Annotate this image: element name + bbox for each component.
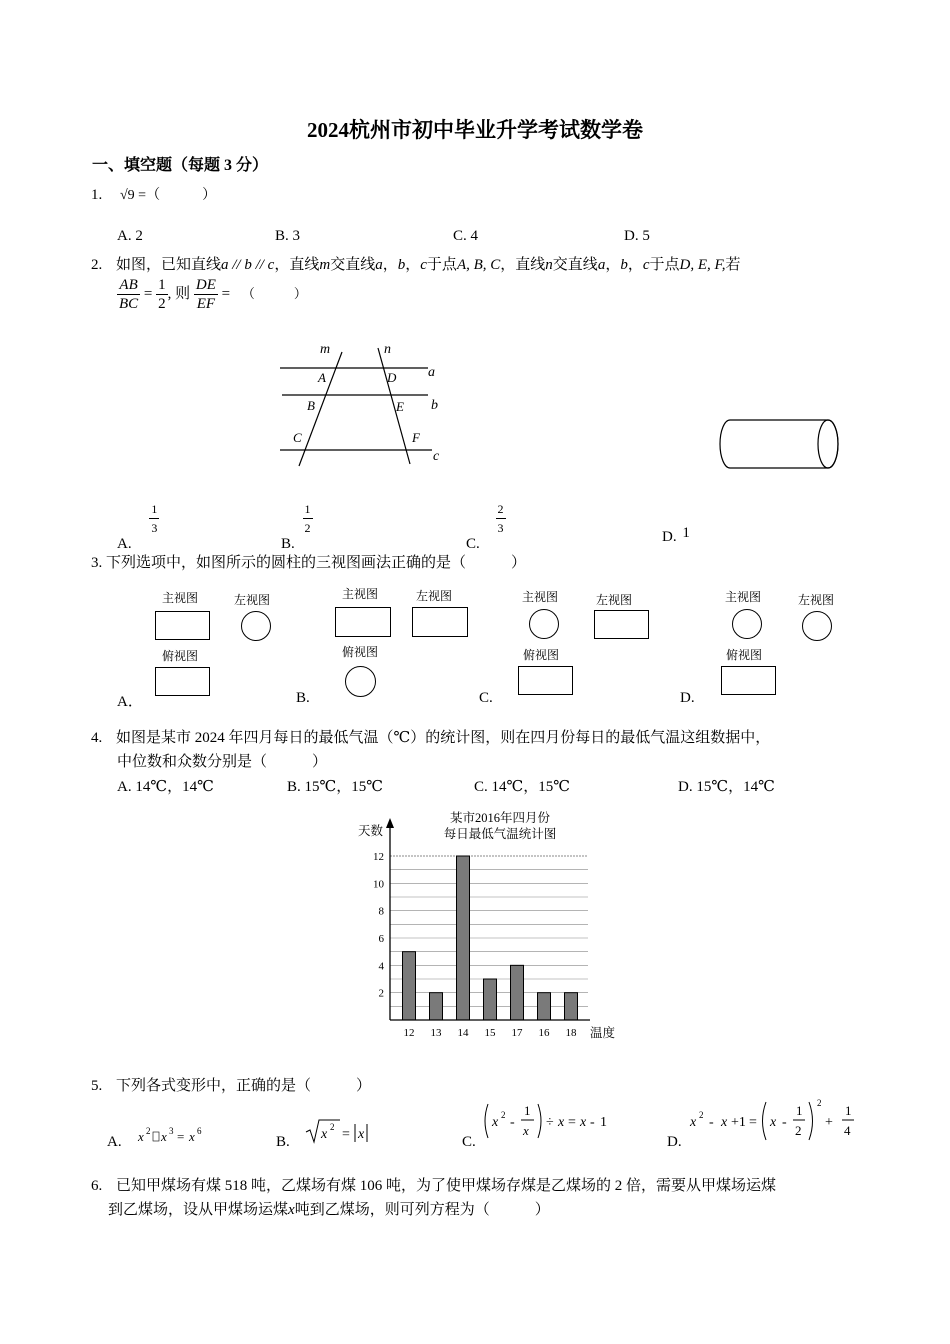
left-view-rect bbox=[412, 607, 468, 637]
left-view-circle bbox=[802, 611, 832, 641]
svg-text:4: 4 bbox=[844, 1123, 851, 1138]
svg-text:x: x bbox=[690, 1115, 697, 1130]
option-c-label: C. bbox=[479, 690, 493, 706]
svg-text:x: x bbox=[189, 1129, 195, 1144]
question-text: a bbox=[597, 257, 606, 273]
question-text: 下列各式变形中，正确的是（ ） bbox=[116, 1078, 372, 1094]
question-text: m bbox=[319, 257, 331, 273]
question-text: c bbox=[642, 257, 650, 273]
question-text: A, B, C bbox=[456, 257, 501, 273]
svg-text:x: x bbox=[580, 1115, 587, 1130]
question-1 bbox=[91, 184, 216, 204]
svg-text:6: 6 bbox=[197, 1126, 202, 1136]
left-view-rect bbox=[594, 610, 649, 639]
svg-text:1: 1 bbox=[845, 1103, 852, 1118]
left-view-label: 左视图 bbox=[596, 593, 633, 607]
left-view-label: 左视图 bbox=[234, 593, 271, 607]
question-3: 3. 下列选项中，如图所示的圆柱的三视图画法正确的是（ ） bbox=[91, 555, 527, 571]
cylinder-figure bbox=[718, 416, 844, 474]
question-4 bbox=[91, 726, 770, 747]
question-5 bbox=[91, 1074, 371, 1095]
svg-text:1: 1 bbox=[600, 1115, 607, 1130]
question-number: 4. bbox=[91, 730, 103, 746]
top-view-rect bbox=[721, 666, 776, 695]
option-d: D. 1 bbox=[662, 525, 690, 545]
x-tick-label: 17 bbox=[511, 1027, 523, 1039]
label-c: c bbox=[433, 449, 440, 464]
svg-text:x: x bbox=[558, 1115, 565, 1130]
top-view-rect bbox=[155, 667, 210, 696]
bar bbox=[430, 993, 443, 1020]
front-view-label: 主视图 bbox=[522, 590, 559, 604]
option-a-label: A. bbox=[107, 1134, 122, 1150]
bar bbox=[484, 979, 497, 1020]
option-c-label: C. bbox=[462, 1134, 476, 1150]
svg-text:x: x bbox=[161, 1129, 167, 1144]
y-axis-label: 天数 bbox=[358, 824, 384, 838]
question-text: 如图是某市 2024 年四月每日的最低气温（℃）的统计图，则在四月份每日的最低气温这组数据中， bbox=[116, 730, 771, 746]
option-d-label: D. bbox=[667, 1134, 682, 1150]
svg-text:1: 1 bbox=[796, 1103, 803, 1118]
bar bbox=[538, 993, 551, 1020]
svg-text:1: 1 bbox=[524, 1103, 531, 1118]
question-expression: √9 =（ ） bbox=[120, 188, 217, 203]
question-text: b bbox=[620, 257, 628, 273]
option-c: C. 4 bbox=[453, 228, 479, 244]
bar bbox=[403, 952, 416, 1020]
bar bbox=[565, 993, 578, 1020]
option-b: B. 3 bbox=[275, 228, 301, 244]
top-view-label: 俯视图 bbox=[726, 648, 763, 662]
question-number: 1. bbox=[91, 187, 103, 203]
chart-title: 某市2016年四月份 bbox=[449, 811, 551, 825]
front-view-label: 主视图 bbox=[162, 591, 199, 605]
option-c: C. $\frac{2}{3}$ bbox=[466, 502, 504, 552]
question-text: 已知甲煤场有煤 518 吨，乙煤场有煤 106 吨，为了使甲煤场存煤是乙煤场的 2 倍，需要从甲煤场运煤 bbox=[116, 1178, 777, 1194]
option-b-label: B. bbox=[296, 690, 310, 706]
option-c: C. 14℃，15℃ bbox=[474, 779, 571, 795]
fraction: $\frac{1}{2}$ bbox=[158, 277, 166, 312]
label-n: n bbox=[384, 342, 391, 357]
question-text: a // b // c bbox=[221, 257, 275, 273]
label-b: b bbox=[431, 398, 438, 413]
option-a: A. 2 bbox=[117, 228, 143, 244]
option-b-label: B. bbox=[276, 1134, 290, 1150]
question-2-condition: $\frac{AB}{BC}$ = $\frac{1}{2}$ , 则 $\frac{DE}{EF}$ = （ ） bbox=[119, 277, 307, 312]
left-view-circle bbox=[241, 611, 271, 641]
svg-text:-: - bbox=[709, 1115, 714, 1130]
bar bbox=[511, 965, 524, 1020]
question-text: b bbox=[397, 257, 406, 273]
x-tick-label: 15 bbox=[484, 1027, 496, 1039]
fraction: $\frac{DE}{EF}$ bbox=[195, 277, 216, 312]
y-tick-label: 10 bbox=[373, 878, 384, 891]
point-a: A bbox=[318, 370, 326, 385]
point-d: D bbox=[387, 370, 397, 385]
svg-text:-: - bbox=[510, 1115, 515, 1130]
question-text: ， bbox=[405, 257, 421, 273]
svg-text:x: x bbox=[321, 1127, 328, 1142]
point-c: C bbox=[293, 430, 302, 445]
svg-text:2: 2 bbox=[795, 1123, 802, 1138]
svg-text:-: - bbox=[782, 1115, 787, 1130]
x-tick-label: 16 bbox=[538, 1027, 550, 1039]
question-text: ， bbox=[627, 257, 643, 273]
fraction: $\frac{AB}{BC}$ bbox=[119, 277, 139, 312]
question-text: 交直线 bbox=[330, 257, 376, 273]
top-view-circle bbox=[345, 666, 376, 697]
top-view-label: 俯视图 bbox=[342, 645, 379, 659]
svg-text:÷: ÷ bbox=[546, 1115, 554, 1130]
question-text: D, E, F, bbox=[679, 257, 726, 273]
svg-text:2: 2 bbox=[501, 1110, 506, 1120]
point-e: E bbox=[396, 399, 404, 414]
question-text: ，直线 bbox=[274, 257, 320, 273]
chart-subtitle: 每日最低气温统计图 bbox=[443, 827, 557, 841]
svg-text:+: + bbox=[825, 1115, 833, 1130]
front-view-rect bbox=[335, 607, 391, 637]
svg-text:3: 3 bbox=[169, 1126, 174, 1136]
label-m: m bbox=[320, 342, 331, 357]
parallel-lines-diagram bbox=[270, 338, 460, 468]
option-d-label: D. bbox=[680, 690, 695, 706]
option-b: B. 15℃，15℃ bbox=[287, 779, 384, 795]
option-c-formula bbox=[482, 1100, 622, 1146]
point-b: B bbox=[307, 398, 315, 413]
svg-text:x: x bbox=[492, 1115, 499, 1130]
point-f: F bbox=[412, 430, 420, 445]
y-tick-label: 12 bbox=[373, 851, 384, 863]
question-text: ， bbox=[382, 257, 398, 273]
left-view-label: 左视图 bbox=[416, 589, 453, 603]
x-tick-label: 14 bbox=[457, 1027, 469, 1039]
option-a-formula bbox=[136, 1122, 216, 1148]
top-view-label: 俯视图 bbox=[523, 648, 560, 662]
bar bbox=[457, 856, 470, 1020]
option-d-formula bbox=[686, 1096, 861, 1146]
svg-text:x: x bbox=[138, 1129, 144, 1144]
question-number: 5. bbox=[91, 1078, 103, 1094]
option-a-label: A． bbox=[117, 694, 143, 710]
question-text: 于点 bbox=[649, 257, 680, 273]
temperature-bar-chart bbox=[350, 806, 630, 1044]
svg-text:2: 2 bbox=[146, 1126, 151, 1136]
y-tick-label: 2 bbox=[378, 987, 384, 1000]
question-text: 若 bbox=[725, 257, 741, 273]
svg-text:x: x bbox=[523, 1123, 529, 1138]
svg-text:=: = bbox=[568, 1115, 576, 1130]
question-4-line2: 中位数和众数分别是（ ） bbox=[117, 754, 328, 770]
question-text: n bbox=[545, 257, 553, 273]
svg-text:=: = bbox=[749, 1115, 757, 1130]
svg-text:+1: +1 bbox=[731, 1115, 746, 1130]
front-view-label: 主视图 bbox=[342, 587, 379, 601]
y-tick-label: 8 bbox=[378, 905, 384, 918]
option-d: D. 5 bbox=[624, 228, 650, 244]
front-view-label: 主视图 bbox=[725, 590, 762, 604]
option-a: A. $\frac{1}{3}$ bbox=[117, 502, 158, 552]
front-view-rect bbox=[155, 611, 210, 640]
x-tick-label: 12 bbox=[403, 1027, 415, 1039]
svg-text:=: = bbox=[177, 1129, 185, 1144]
question-number: 6. bbox=[91, 1178, 103, 1194]
svg-text:x: x bbox=[358, 1127, 365, 1142]
question-text: 交直线 bbox=[552, 257, 598, 273]
top-view-label: 俯视图 bbox=[162, 649, 199, 663]
question-text: 如图，已知直线 bbox=[116, 257, 222, 273]
front-view-circle bbox=[529, 609, 559, 639]
label-a: a bbox=[428, 365, 435, 380]
question-text: c bbox=[420, 257, 427, 273]
svg-text:-: - bbox=[590, 1115, 595, 1130]
svg-text:x: x bbox=[721, 1115, 728, 1130]
question-text: 于点 bbox=[426, 257, 457, 273]
svg-text:2: 2 bbox=[817, 1098, 822, 1108]
y-tick-label: 4 bbox=[378, 960, 384, 973]
question-text: ， bbox=[605, 257, 621, 273]
option-b: B. $\frac{1}{2}$ bbox=[281, 502, 311, 552]
question-text: a bbox=[375, 257, 383, 273]
option-b-formula bbox=[304, 1116, 376, 1146]
y-tick-label: 6 bbox=[378, 933, 384, 945]
x-tick-label: 18 bbox=[565, 1027, 577, 1039]
x-tick-label: 13 bbox=[430, 1027, 442, 1039]
svg-text:2: 2 bbox=[699, 1110, 704, 1120]
question-text: ，直线 bbox=[500, 257, 546, 273]
svg-text:2: 2 bbox=[330, 1122, 335, 1132]
page-title: 2024杭州市初中毕业升学考试数学卷 bbox=[307, 118, 643, 142]
left-view-label: 左视图 bbox=[798, 593, 835, 607]
question-6 bbox=[91, 1174, 776, 1195]
option-a: A. 14℃，14℃ bbox=[117, 779, 214, 795]
x-axis-label: 温度 bbox=[590, 1026, 616, 1040]
question-2 bbox=[91, 253, 741, 274]
top-view-rect bbox=[518, 666, 573, 695]
question-number: 2. bbox=[91, 257, 103, 273]
y-axis-arrow bbox=[386, 818, 394, 828]
question-6-line2: 到乙煤场，设从甲煤场运煤x吨到乙煤场，则可列方程为（ ） bbox=[108, 1202, 550, 1218]
svg-text:=: = bbox=[342, 1127, 350, 1142]
front-view-circle bbox=[732, 609, 762, 639]
section-heading: 一、填空题（每题 3 分） bbox=[92, 157, 269, 174]
svg-text:x: x bbox=[770, 1115, 777, 1130]
option-d: D. 15℃，14℃ bbox=[678, 779, 775, 795]
